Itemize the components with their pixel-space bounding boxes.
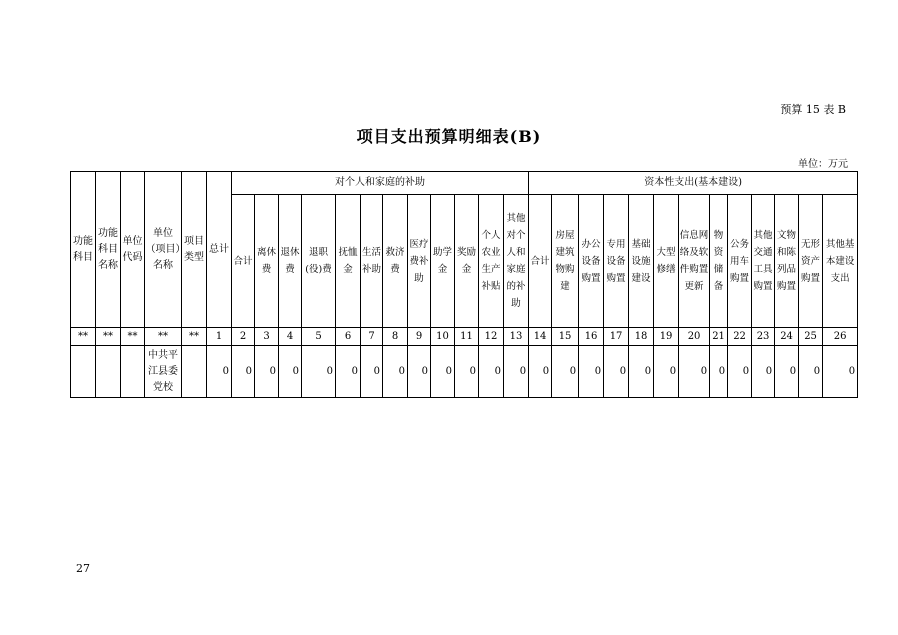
value-cell: 0 [775,346,799,398]
value-cell: 0 [679,346,710,398]
index-cell: 14 [529,328,552,346]
col-header-other-capital: 其他基本建设支出 [823,195,858,328]
col-header-retirement-cadre: 离休费 [255,195,279,328]
value-cell: 0 [255,346,279,398]
index-cell: ** [71,328,96,346]
value-cell: 0 [455,346,479,398]
index-cell: 10 [431,328,455,346]
value-cell: 0 [629,346,654,398]
value-cell: 0 [479,346,504,398]
col-header-living-subsidy: 生活补助 [361,195,383,328]
col-header-unit-code: 单位代码 [121,172,145,328]
index-cell: 18 [629,328,654,346]
index-cell: 21 [710,328,728,346]
value-cell: 0 [823,346,858,398]
col-header-medical: 医疗费补助 [408,195,431,328]
col-header-major-repair: 大型修缮 [654,195,679,328]
value-cell: 0 [604,346,629,398]
index-cell: 17 [604,328,629,346]
col-header-infrastructure: 基础设施建设 [629,195,654,328]
budget-table [70,171,858,398]
index-cell: ** [96,328,121,346]
value-cell: 0 [752,346,775,398]
value-cell: 0 [431,346,455,398]
col-header-func-name: 功能科目名称 [96,172,121,328]
index-row [71,328,858,346]
value-cell: 0 [710,346,728,398]
col-header-total: 总计 [207,172,232,328]
col-header-office-equipment: 办公设备购置 [579,195,604,328]
form-number: 预算 15 表 B [780,103,846,116]
col-header-intangible-assets: 无形资产购置 [799,195,823,328]
col-header-unit-name: 单位（项目）名称 [145,172,182,328]
index-cell: 25 [799,328,823,346]
func-code-cell [71,346,96,398]
value-cell: 0 [232,346,255,398]
col-header-official-vehicle: 公务用车购置 [728,195,752,328]
index-cell: ** [121,328,145,346]
value-cell: 0 [408,346,431,398]
col-header-stipend: 助学金 [431,195,455,328]
index-cell: 26 [823,328,858,346]
unit-label: 单位：万元 [798,159,848,170]
value-cell: 0 [279,346,302,398]
col-header-relief: 救济费 [383,195,408,328]
value-cell: 0 [336,346,361,398]
col-header-cultural-relics: 文物和陈列品购置 [775,195,799,328]
index-cell: ** [145,328,182,346]
value-cell: 0 [207,346,232,398]
col-header-material-reserve: 物资储备 [710,195,728,328]
col-header-award: 奖励金 [455,195,479,328]
unit-name-cell: 中共平江县委党校 [145,346,182,398]
value-cell: 0 [579,346,604,398]
col-header-pension: 抚恤金 [336,195,361,328]
group-header-capital: 资本性支出(基本建设) [529,172,858,195]
index-cell: 2 [232,328,255,346]
index-cell: ** [182,328,207,346]
col-header-buildings: 房屋建筑物购建 [552,195,579,328]
value-cell: 0 [361,346,383,398]
value-cell: 0 [302,346,336,398]
unit-code-cell [121,346,145,398]
index-cell: 8 [383,328,408,346]
index-cell: 6 [336,328,361,346]
col-header-capital-total: 合计 [529,195,552,328]
project-type-cell [182,346,207,398]
index-cell: 22 [728,328,752,346]
col-header-personal-total: 合计 [232,195,255,328]
table-row [71,346,858,398]
group-header-personal: 对个人和家庭的补助 [232,172,529,195]
col-header-other-transport: 其他交通工具购置 [752,195,775,328]
value-cell: 0 [504,346,529,398]
index-cell: 19 [654,328,679,346]
col-header-project-type: 项目类型 [182,172,207,328]
func-name-cell [96,346,121,398]
col-header-other-personal: 其他对个人和家庭的补助 [504,195,529,328]
value-cell: 0 [529,346,552,398]
col-header-agri-subsidy: 个人农业生产补贴 [479,195,504,328]
value-cell: 0 [552,346,579,398]
col-header-retirement: 退休费 [279,195,302,328]
index-cell: 16 [579,328,604,346]
index-cell: 23 [752,328,775,346]
index-cell: 3 [255,328,279,346]
page-title: 项目支出预算明细表(B) [356,127,542,146]
value-cell: 0 [799,346,823,398]
value-cell: 0 [383,346,408,398]
col-header-special-equipment: 专用设备购置 [604,195,629,328]
index-cell: 9 [408,328,431,346]
index-cell: 11 [455,328,479,346]
page-number: 27 [76,562,90,575]
index-cell: 1 [207,328,232,346]
index-cell: 7 [361,328,383,346]
value-cell: 0 [654,346,679,398]
col-header-it-software: 信息网络及软件购置更新 [679,195,710,328]
col-header-resignation: 退职(役)费 [302,195,336,328]
value-cell: 0 [728,346,752,398]
index-cell: 24 [775,328,799,346]
index-cell: 15 [552,328,579,346]
index-cell: 4 [279,328,302,346]
index-cell: 20 [679,328,710,346]
index-cell: 5 [302,328,336,346]
index-cell: 13 [504,328,529,346]
index-cell: 12 [479,328,504,346]
col-header-func-code: 功能科目 [71,172,96,328]
